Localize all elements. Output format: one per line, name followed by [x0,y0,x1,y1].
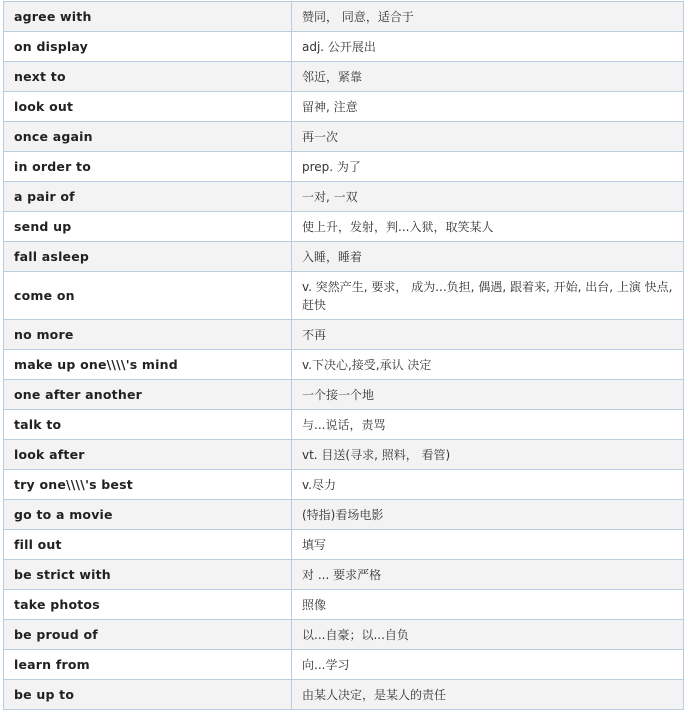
table-row [4,122,684,152]
meaning-cell: adj. 公开展出 [292,32,684,62]
meaning-cell: 入睡，睡着 [292,242,684,272]
phrase-cell: be proud of [4,620,292,650]
phrase-cell: send up [4,212,292,242]
table-row [4,380,684,410]
table-row [4,500,684,530]
meaning-cell: 照像 [292,590,684,620]
phrase-cell: no more [4,320,292,350]
phrase-cell: fall asleep [4,242,292,272]
meaning-cell: v.下决心,接受,承认 决定 [292,350,684,380]
phrase-cell: be strict with [4,560,292,590]
table-row [4,182,684,212]
meaning-cell: 填写 [292,530,684,560]
table-row [4,680,684,710]
meaning-cell: 使上升，发射，判...入狱，取笑某人 [292,212,684,242]
meaning-cell: vt. 目送(寻求, 照料， 看管) [292,440,684,470]
table-row [4,2,684,32]
table-row [4,272,684,320]
phrase-cell: be up to [4,680,292,710]
phrase-cell: a pair of [4,182,292,212]
table-row [4,242,684,272]
table-row [4,650,684,680]
phrase-cell: in order to [4,152,292,182]
phrase-cell: look after [4,440,292,470]
phrase-cell: on display [4,32,292,62]
phrase-cell: next to [4,62,292,92]
phrase-cell: agree with [4,2,292,32]
meaning-cell: 向...学习 [292,650,684,680]
meaning-cell: 与...说话，责骂 [292,410,684,440]
meaning-cell: 不再 [292,320,684,350]
phrase-cell: once again [4,122,292,152]
table-row [4,92,684,122]
meaning-cell: 邻近，紧靠 [292,62,684,92]
table-row [4,62,684,92]
phrase-cell: learn from [4,650,292,680]
meaning-cell: 再一次 [292,122,684,152]
table-row [4,212,684,242]
table-row [4,560,684,590]
table-row [4,620,684,650]
table-row [4,350,684,380]
table-row [4,320,684,350]
meaning-cell: 对 ... 要求严格 [292,560,684,590]
meaning-cell: 赞同， 同意，适合于 [292,2,684,32]
phrase-cell: look out [4,92,292,122]
table-row [4,152,684,182]
table-row [4,530,684,560]
meaning-cell: 以...自豪；以...自负 [292,620,684,650]
phrase-cell: try one\\\\'s best [4,470,292,500]
meaning-cell: v. 突然产生, 要求， 成为...负担, 偶遇, 跟着来, 开始, 出台, 上演 快点, 赶快 [292,272,684,320]
phrase-cell: fill out [4,530,292,560]
meaning-cell: 由某人决定，是某人的责任 [292,680,684,710]
vocabulary-table-body [4,2,684,710]
phrase-cell: take photos [4,590,292,620]
meaning-cell: v.尽力 [292,470,684,500]
phrase-cell: make up one\\\\'s mind [4,350,292,380]
meaning-cell: 一对, 一双 [292,182,684,212]
phrase-cell: talk to [4,410,292,440]
phrase-cell: come on [4,272,292,320]
phrase-cell: one after another [4,380,292,410]
meaning-cell: 留神, 注意 [292,92,684,122]
table-row [4,590,684,620]
phrase-cell: go to a movie [4,500,292,530]
meaning-cell: prep. 为了 [292,152,684,182]
table-row [4,440,684,470]
table-row [4,410,684,440]
meaning-cell: 一个接一个地 [292,380,684,410]
table-row [4,32,684,62]
meaning-cell: (特指)看场电影 [292,500,684,530]
table-row [4,470,684,500]
vocabulary-table [3,1,684,710]
